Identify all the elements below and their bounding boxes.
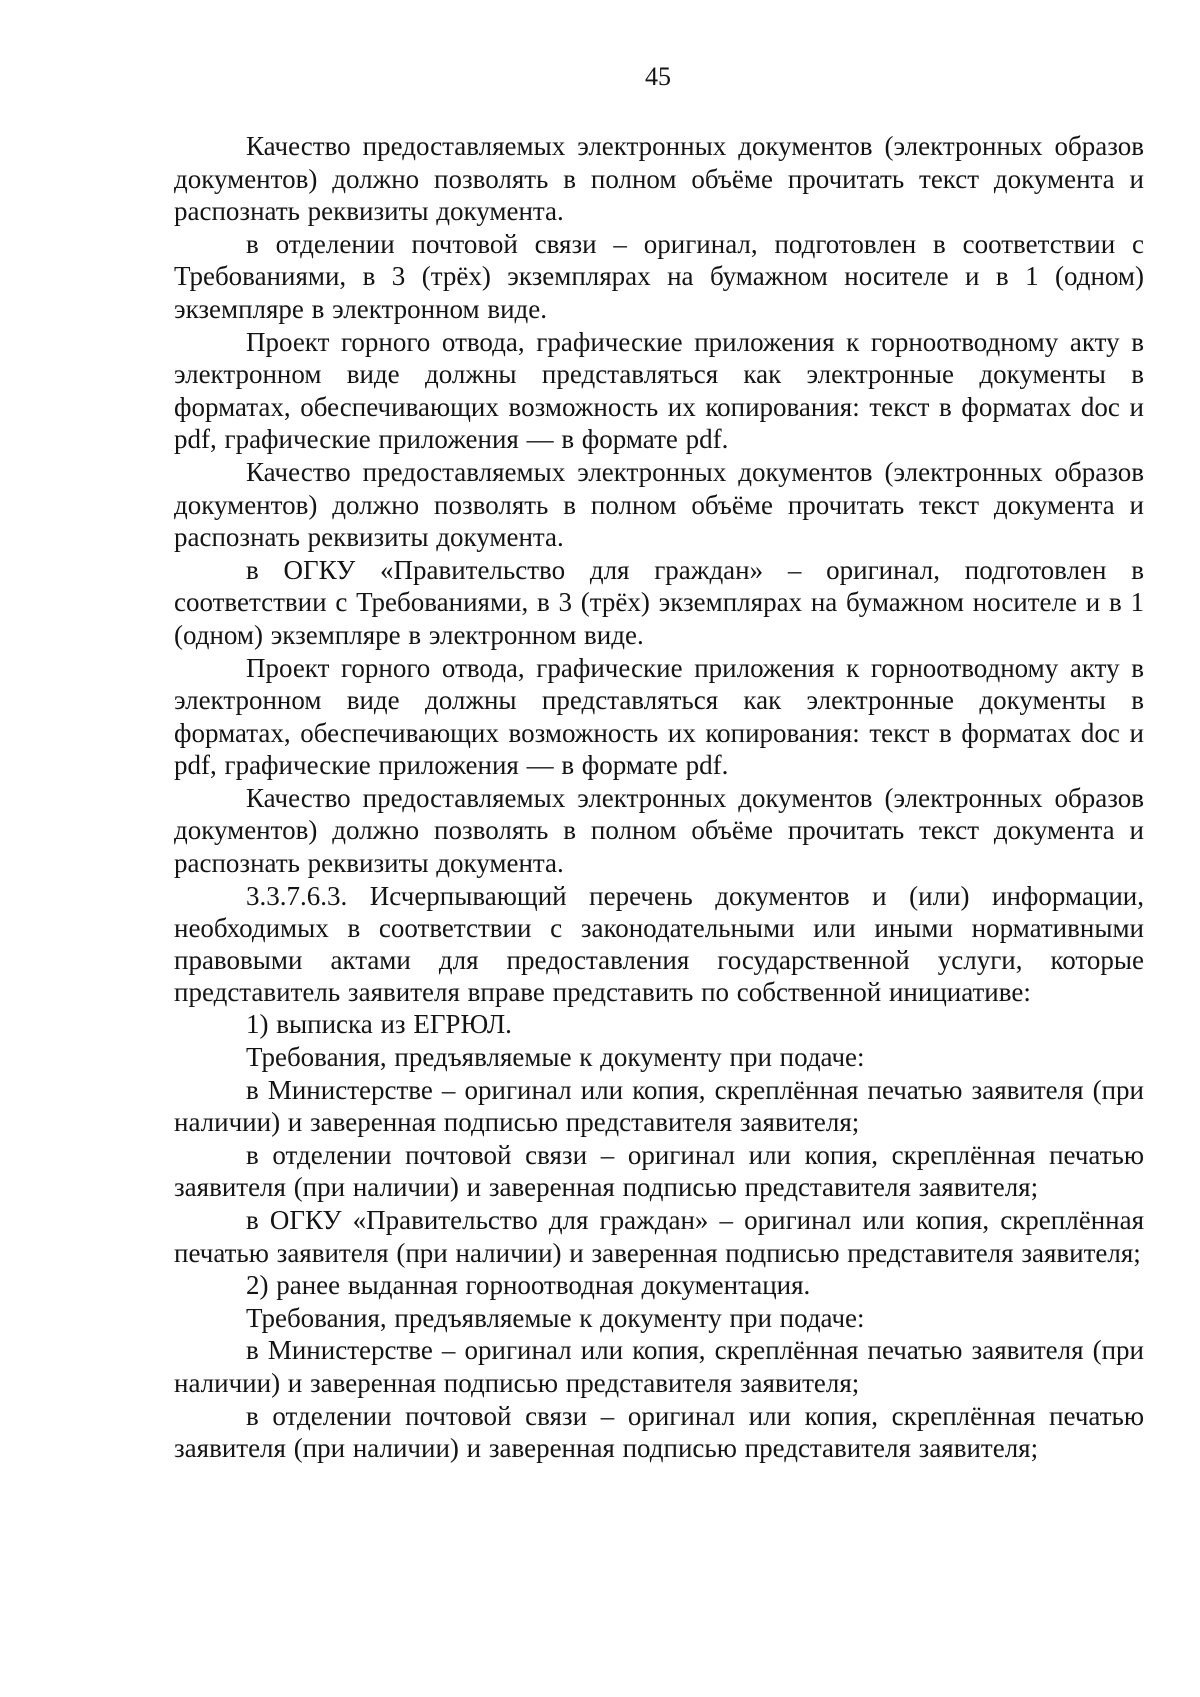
list-item-mining-documentation: 2) ранее выданная горноотводная документация. xyxy=(246,1270,811,1301)
paragraph-project-formats-2: Проект горного отвода, графические приложения к горноотводному акту в электронном виде должны представляться как электронные документы в форматах, обеспечивающих возможность их копирования: текст в форматах doc и pdf, графические приложения — в формате pdf. xyxy=(174,652,1144,781)
paragraph-section-3-3-7-6-3: 3.3.7.6.3. Исчерпывающий перечень документов и (или) информации, необходимых в соответствии с законодательными или иными нормативными правовыми актами для предоставления государственной услуги, которые представитель заявителя вправе представить по собственной инициативе: xyxy=(174,880,1144,1008)
paragraph-quality-1: Качество предоставляемых электронных документов (электронных образов документов) должно позволять в полном объёме прочитать текст документа и распознать реквизиты документа. xyxy=(174,131,1144,227)
paragraph-ministry-1: в Министерстве – оригинал или копия, скреплённая печатью заявителя (при наличии) и заверенная подписью представителя заявителя; xyxy=(174,1074,1144,1138)
list-item-egrul-extract: 1) выписка из ЕГРЮЛ. xyxy=(246,1009,512,1040)
document-body xyxy=(174,130,1144,1465)
paragraph-post-office-1: в отделении почтовой связи – оригинал или копия, скреплённая печатью заявителя (при наличии) и заверенная подписью представителя заявителя; xyxy=(174,1139,1144,1203)
paragraph-ministry-2: в Министерстве – оригинал или копия, скреплённая печатью заявителя (при наличии) и заверенная подписью представителя заявителя; xyxy=(174,1335,1144,1398)
paragraph-requirements-1: Требования, предъявляемые к документу при подаче: xyxy=(246,1042,865,1073)
paragraph-post-office-2: в отделении почтовой связи – оригинал или копия, скреплённая печатью заявителя (при наличии) и заверенная подписью представителя заявителя; xyxy=(174,1400,1144,1464)
paragraph-requirements-2: Требования, предъявляемые к документу при подаче: xyxy=(246,1302,865,1333)
paragraph-quality-2: Качество предоставляемых электронных документов (электронных образов документов) должно позволять в полном объёме прочитать текст документа и распознать реквизиты документа. xyxy=(174,456,1144,553)
page-number: 45 xyxy=(645,62,671,91)
paragraph-post-office-original: в отделении почтовой связи – оригинал, подготовлен в соответствии с Требованиями, в 3 (трёх) экземплярах на бумажном носителе и в 1 (одном) экземпляре в электронном виде. xyxy=(174,228,1144,324)
paragraph-ogku-original: в ОГКУ «Правительство для граждан» – оригинал, подготовлен в соответствии с Требованиями, в 3 (трёх) экземплярах на бумажном носителе и в 1 (одном) экземпляре в электронном виде. xyxy=(174,554,1144,650)
paragraph-project-formats-1: Проект горного отвода, графические приложения к горноотводному акту в электронном виде должны представляться как электронные документы в форматах, обеспечивающих возможность их копирования: текст в форматах doc и pdf, графические приложения — в формате pdf. xyxy=(174,326,1144,455)
paragraph-ogku-1: в ОГКУ «Правительство для граждан» – оригинал или копия, скреплённая печатью заявителя (при наличии) и заверенная подписью представителя заявителя; xyxy=(174,1205,1144,1268)
paragraph-quality-3: Качество предоставляемых электронных документов (электронных образов документов) должно позволять в полном объёме прочитать текст документа и распознать реквизиты документа. xyxy=(174,782,1144,879)
